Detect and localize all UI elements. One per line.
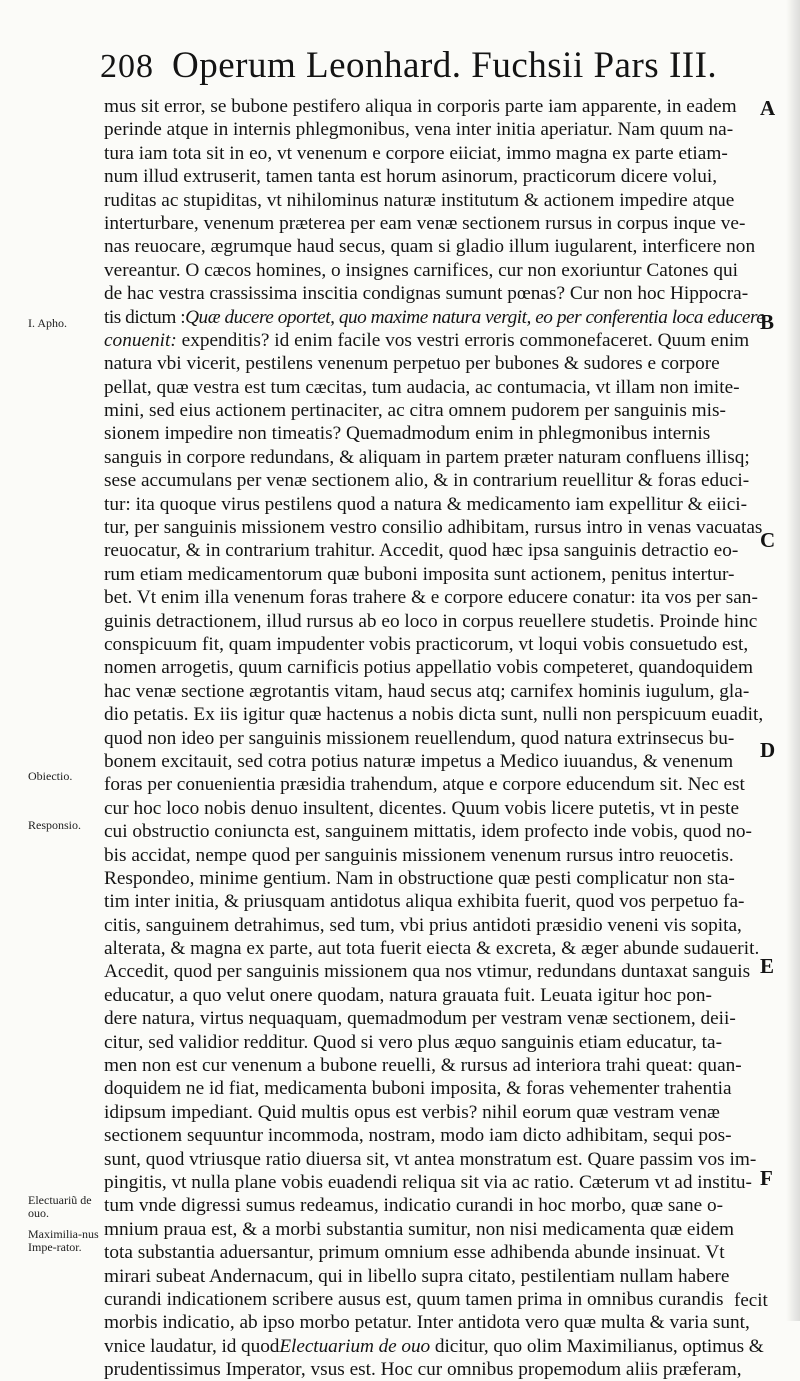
text-line: [104, 1077, 764, 1100]
text-line: [104, 937, 764, 960]
text-run: conspicuum fit, quam impudenter vobis practicorum, vt loqui vobis consuetudo est,: [104, 633, 749, 655]
margin-note-obiectio: Obiectio.: [28, 769, 73, 783]
text-run: Respondeo, minime gentium. Nam in obstructione quæ pesti complicatur non sta-: [104, 867, 735, 889]
text-run: pellat, quæ vestra est tum cæcitas, tum audacia, ac contumacia, vt illam non imite-: [104, 376, 740, 398]
section-letter-d: D: [760, 738, 776, 762]
text-run: Accedit, quod per sanguinis missionem qua nos vtimur, redundans duntaxat sanguis: [104, 961, 751, 983]
text-run: sionem impedire non timeatis? Quemadmodum enim in phlegmonibus internis: [104, 423, 711, 445]
text-run: tum vnde digressi sumus redeamus, indicatio curandi in hoc morbo, quæ sane o-: [104, 1195, 724, 1217]
page-header: [100, 44, 740, 94]
text-line: [104, 1101, 764, 1124]
margin-note-maximilianus: Maximilia-nus Impe-rator.: [28, 1227, 99, 1254]
text-run: morbis indicatio, ab ipso morbo petatur. Inter antidota vero quæ multa & varia sunt,: [104, 1312, 750, 1334]
text-run: cui obstructio coniuncta est, sanguinem mittatis, idem profecto inde vobis, quod no-: [104, 821, 752, 843]
text-line: [104, 820, 764, 843]
text-line: [104, 1194, 764, 1217]
text-run: guinis detractionem, illud rursus ab eo loco in corpus reuellere studetis. Proinde hinc: [104, 610, 758, 632]
section-letter-e: E: [760, 954, 775, 978]
text-run: dio petatis. Ex iis igitur quæ hactenus a nobis dicta sunt, nulli non perspicuum euadit,: [104, 704, 764, 726]
body-text: [104, 95, 764, 1381]
text-line: [104, 914, 764, 937]
text-line: [104, 142, 764, 165]
text-run: citur, sed validior redditur. Quod si vero plus æquo sanguinis etiam educatur, ta-: [104, 1031, 723, 1053]
text-line: [104, 1054, 764, 1077]
text-run: idipsum impediant. Quid multis opus est verbis? nihil eorum quæ vestram venæ: [104, 1101, 720, 1123]
text-run: tim inter initia, & priusquam antidotus aliqua exhibita fuerit, quod vos perpetuo fa-: [104, 891, 745, 913]
text-line: [104, 399, 764, 422]
text-line: [104, 1007, 764, 1030]
text-line: [104, 422, 764, 445]
text-line: [104, 329, 764, 352]
text-run: tur, per sanguinis missionem vestro consilio adhibitam, rursus intro in venas vacuatas: [104, 517, 763, 539]
italic-phrase: conuenit:: [104, 329, 177, 351]
text-run: educatur, a quo velut onere quodam, natura grauata fuit. Leuata igitur hoc pon-: [104, 984, 712, 1006]
text-line: [104, 95, 764, 118]
text-line: [104, 1124, 764, 1147]
text-run: alterata, & magna ex parte, aut tota fuerit eiecta & excreta, & æger abunde sudauerit.: [104, 938, 760, 960]
section-letter-f: F: [760, 1166, 773, 1190]
text-line: [104, 1335, 764, 1358]
text-line: [104, 259, 764, 282]
text-run: tis dictum :: [104, 306, 186, 328]
page-edge-shadow: [786, 0, 800, 1321]
running-head: Operum Leonhard. Fuchsii Pars III.: [172, 45, 718, 86]
text-run: mus sit error, se bubone pestifero aliqua in corporis parte iam apparente, in eadem: [104, 96, 737, 117]
text-run: quod non ideo per sanguinis missionem reuellendum, quod natura extrinsecus bu-: [104, 727, 735, 749]
text-line: [104, 493, 764, 516]
text-line: [104, 118, 764, 141]
text-line: [104, 352, 764, 375]
text-run: hac venæ sectione ægrotantis vitam, haud secus atq; carnifex hominis iugulum, gla-: [104, 680, 750, 702]
text-line: [104, 984, 764, 1007]
text-run: sectionem sequuntur incommoda, nostram, modo iam dicto adhibitam, sequi pos-: [104, 1125, 732, 1147]
italic-phrase: Electuarium de ouo: [279, 1335, 431, 1357]
text-line: [104, 165, 764, 188]
text-line: [104, 867, 764, 890]
text-run: nomen arrogetis, quum carnificis potius appellatio vobis competeret, quandoquidem: [104, 657, 753, 679]
text-run: natura vbi vicerit, pestilens venenum perpetuo per bubones & sudores e corpore: [104, 353, 720, 375]
text-run: prudentissimus Imperator, vsus est. Hoc cur omnibus propemodum aliis præferam,: [104, 1359, 742, 1381]
text-line: [104, 516, 764, 539]
text-line: [104, 703, 764, 726]
text-run: perinde atque in internis phlegmonibus, vena inter initia aperiatur. Nam quum na-: [104, 119, 734, 141]
text-run: mini, sed eius actionem pertinaciter, ac citra omnem pudorem per sanguinis mis-: [104, 400, 726, 422]
text-line: [104, 656, 764, 679]
text-line: [104, 282, 764, 305]
text-run: tura iam tota sit in eo, vt venenum e corpore eiiciat, immo magna ex parte etiam-: [104, 142, 728, 164]
text-run: nas reuocare, ægrumque haud secus, quam si gladio illum iugularent, interficere non: [104, 236, 756, 258]
text-run: mirari subeat Andernacum, qui in libello supra citato, pestilentiam nullam habere: [104, 1265, 730, 1287]
text-run: sunt, quod vtriusque ratio diuersa sit, vt antea monstratum est. Quare passim vos im-: [104, 1148, 757, 1170]
text-line: [104, 539, 764, 562]
text-run: expenditis? id enim facile vos vestri erroris commonefaceret. Quum enim: [176, 329, 750, 351]
text-line: [104, 844, 764, 867]
text-run: rum etiam medicamentorum quæ buboni imposita sunt actionem, penitus intertur-: [104, 563, 735, 585]
text-run: bonem excitauit, sed cotra potius naturæ impetus a Medico iuuandus, & venenum: [104, 750, 734, 772]
text-line: [104, 235, 764, 258]
text-line: [104, 1218, 764, 1241]
page-number: 208: [100, 48, 154, 85]
text-line: [104, 750, 764, 773]
text-line: [104, 1265, 764, 1288]
text-line: [104, 212, 764, 235]
text-run: tota substantia aduersantur, primum omnium esse adhibenda abunde insinuat. Vt: [104, 1242, 725, 1264]
text-line: [104, 633, 764, 656]
text-run: ruditas ac stupiditas, vt nihilominus naturæ institutum & actionem impedire atque: [104, 189, 735, 211]
text-run: dere natura, virtus nequaquam, quemadmodum per vestram venæ sectionem, deii-: [104, 1008, 736, 1030]
italic-phrase: Quæ ducere oportet, quo maxime natura vergit, eo per conferentia loca educere: [185, 306, 764, 328]
text-run: citis, sanguinem detrahimus, sed tum, vbi prius antidoti præsidio veneni vis sopita,: [104, 914, 742, 936]
text-line: [104, 1148, 764, 1171]
text-run: reuocatur, & in contrarium trahitur. Accedit, quod hæc ipsa sanguinis detractio eo-: [104, 540, 739, 562]
text-line: [104, 773, 764, 796]
text-run: bis accidat, nempe quod per sanguinis missionem venenum rursus intro reuocetis.: [104, 844, 734, 866]
text-line: [104, 189, 764, 212]
text-line: [104, 1241, 764, 1264]
text-line: [104, 306, 764, 329]
text-line: [104, 1311, 764, 1334]
text-run: vnice laudatur, id quod: [104, 1335, 280, 1357]
text-run: sanguis in corpore redundans, & aliquam in partem præter naturam confluens illisq;: [104, 446, 750, 468]
text-run: mnium praua est, & a morbi substantia sumitur, non nisi medicamenta quæ eidem: [104, 1218, 735, 1240]
text-run: doquidem ne id fiat, medicamenta buboni imposita, & foras vehementer trahentia: [104, 1078, 732, 1100]
text-run: interturbare, venenum præterea per eam venæ sectionem rursus in corpus inque ve-: [104, 212, 746, 234]
text-line: [104, 586, 764, 609]
text-run: tur: ita quoque virus pestilens quod a natura & medicamento iam expellitur & eiici-: [104, 493, 748, 515]
text-run: sese accumulans per venæ sectionem alio, & in contrarium reuellitur & foras educi-: [104, 470, 750, 492]
text-run: num illud extruserit, tamen tanta est horum asinorum, practicorum dicere volui,: [104, 166, 718, 188]
text-line: [104, 446, 764, 469]
section-letter-a: A: [760, 96, 776, 120]
text-run: cur hoc loco nobis denuo insultent, dicentes. Quum vobis licere putetis, vt in peste: [104, 797, 740, 819]
text-line: [104, 797, 764, 820]
text-run: pingitis, vt nulla plane vobis euadendi reliqua sit via ac ratio. Cæterum vt ad institu-: [104, 1171, 752, 1193]
text-line: [104, 610, 764, 633]
margin-note-apho: I. Apho.: [28, 316, 67, 330]
margin-note-responsio: Responsio.: [28, 818, 82, 832]
text-run: vereantur. O cæcos homines, o insignes carnifices, cur non exoriuntur Catones qui: [104, 259, 738, 281]
text-line: [104, 1031, 764, 1054]
text-line: [104, 563, 764, 586]
text-run: men non est cur venenum a bubone reuelli, & rursus ad interiora trahi queat: quan-: [104, 1055, 742, 1077]
text-run: de hac vestra crassissima inscitia condignas sumunt pœnas? Cur non hoc Hippocra-: [104, 283, 749, 305]
text-line: [104, 1358, 764, 1381]
text-run: dicitur, quo olim Maximilianus, optimus &: [430, 1335, 764, 1357]
text-line: [104, 727, 764, 750]
section-letter-c: C: [760, 528, 776, 552]
text-line: [104, 680, 764, 703]
text-run: foras per conuenientia præsidia trahendum, atque e corpore educendum sit. Nec est: [104, 774, 745, 796]
text-line: [104, 1288, 764, 1311]
text-line: [104, 960, 764, 983]
margin-note-electuarium: Electuariũ de ouo.: [28, 1193, 92, 1220]
text-line: [104, 469, 764, 492]
catchword: fecit: [734, 1290, 768, 1311]
text-line: [104, 890, 764, 913]
section-letter-b: B: [760, 310, 775, 334]
text-run: curandi indicationem scribere ausus est, quum tamen prima in omnibus curandis: [104, 1288, 724, 1310]
text-run: bet. Vt enim illa venenum foras trahere & e corpore educere conatur: ita vos per san-: [104, 587, 758, 609]
text-line: [104, 1171, 764, 1194]
text-line: [104, 376, 764, 399]
